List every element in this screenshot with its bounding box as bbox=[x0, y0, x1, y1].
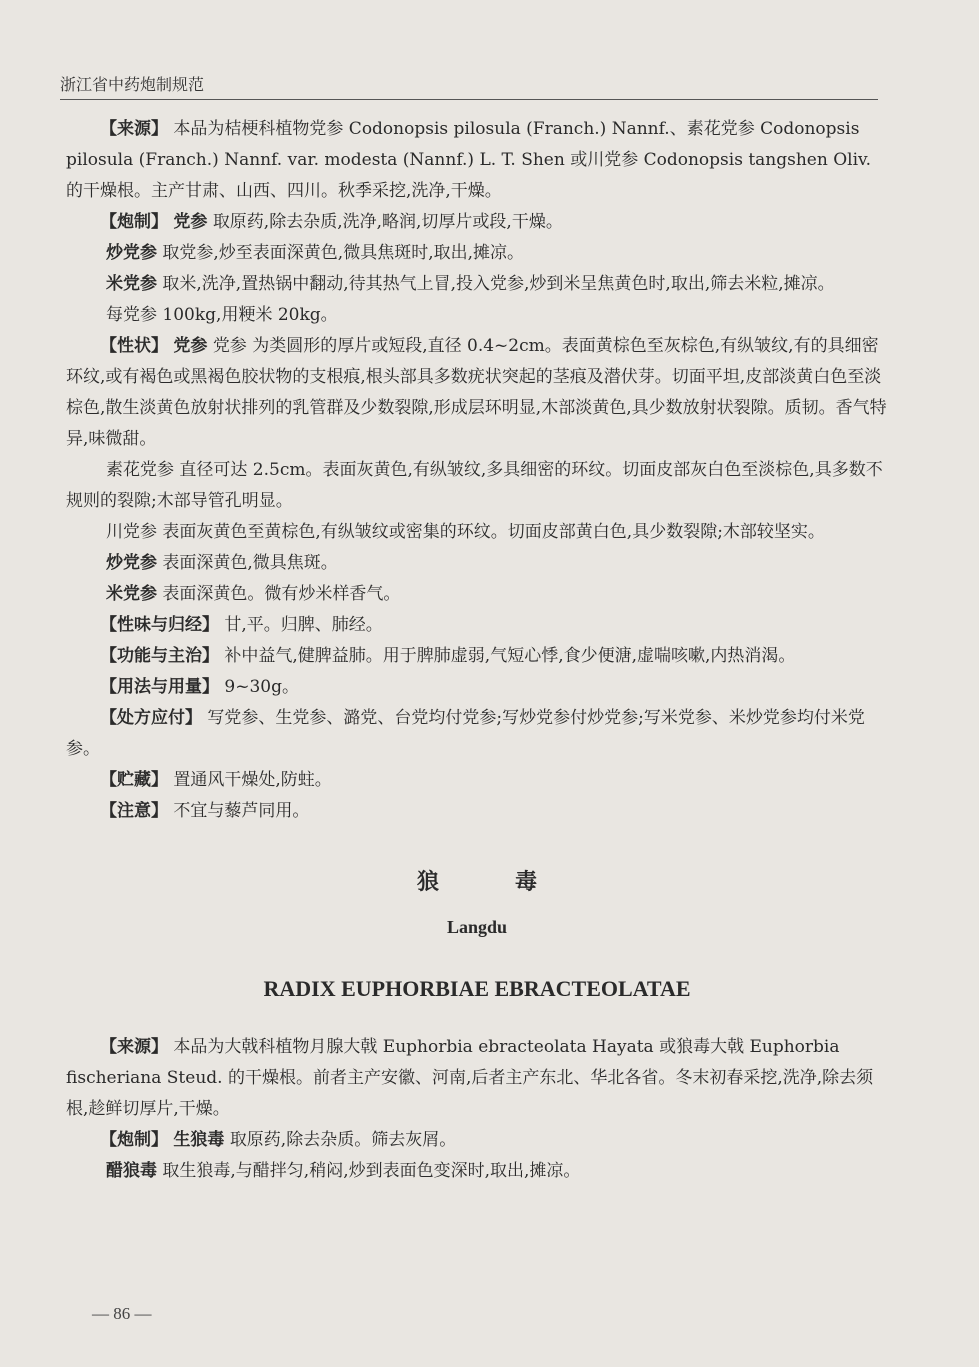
title-char-2: 毒 bbox=[515, 869, 538, 895]
storage bbox=[66, 765, 888, 796]
mi-dangshen-processing bbox=[66, 269, 888, 300]
storage-text: 置通风干燥处,防蛀。 bbox=[173, 770, 332, 790]
cu-text: 取生狼毒,与醋拌匀,稍闷,炒到表面色变深时,取出,摊凉。 bbox=[162, 1161, 581, 1181]
mi-text: 取米,洗净,置热锅中翻动,待其热气上冒,投入党参,炒到米呈焦黄色时,取出,筛去米粒,摊凉。 bbox=[162, 274, 835, 294]
cu-langdu-processing bbox=[66, 1156, 888, 1187]
taste-meridian bbox=[66, 610, 888, 641]
rx-label: 【处方应付】 bbox=[100, 708, 202, 728]
dangshen-characteristics bbox=[66, 331, 888, 455]
source-text: 本品为桔梗科植物党参 Codonopsis pilosula (Franch.) Nannf.、素花党参 Codonopsis pilosula (Franch.) Nannf. var. modesta (Nannf.) L. T. Shen 或川党参 Codonopsis tangshen Oliv. 的干燥根。主产甘肃、山西、四川。秋季采挖,洗净,干燥。 bbox=[66, 119, 872, 201]
sheng-label: 生狼毒 bbox=[173, 1130, 225, 1150]
dangshen-label: 党参 bbox=[173, 212, 208, 232]
char-mi bbox=[66, 579, 888, 610]
char-label: 【性状】 bbox=[100, 336, 168, 356]
suhua-dangshen-text: 素花党参 直径可达 2.5cm。表面灰黄色,有纵皱纹,多具细密的环纹。切面皮部灰白色至淡棕色,具多数不规则的裂隙;木部导管孔明显。 bbox=[66, 460, 883, 511]
processing-label: 【炮制】 bbox=[100, 212, 168, 232]
taste-label: 【性味与归经】 bbox=[100, 615, 219, 635]
chao-label: 炒党参 bbox=[106, 243, 157, 263]
usage-text: 9~30g。 bbox=[224, 677, 299, 697]
prescription bbox=[66, 703, 888, 765]
cu-label: 醋狼毒 bbox=[106, 1161, 157, 1181]
char-chao-label: 炒党参 bbox=[106, 553, 157, 573]
storage-label: 【贮藏】 bbox=[100, 770, 168, 790]
dangshen-text: 取原药,除去杂质,洗净,略润,切厚片或段,干燥。 bbox=[212, 212, 563, 232]
chao-dangshen-processing bbox=[66, 238, 888, 269]
function-label: 【功能与主治】 bbox=[100, 646, 219, 666]
rx-text: 写党参、生党参、潞党、台党均付党参;写炒党参付炒党参;写米党参、米炒党参均付米党参。 bbox=[66, 708, 865, 759]
mi-label: 米党参 bbox=[106, 274, 157, 294]
function-indication bbox=[66, 641, 888, 672]
page-content bbox=[66, 114, 888, 1187]
page-number: — 86 — bbox=[92, 1304, 152, 1323]
char-dangshen-text: 党参 为类圆形的厚片或短段,直径 0.4~2cm。表面黄棕色至灰棕色,有纵皱纹,有的具细密环纹,或有褐色或黑褐色胶状物的支根痕,根头部具多数疣状突起的茎痕及潜伏芽。切面平坦,皮部淡黄白色至淡棕色,散生淡黄色放射状排列的乳管群及少数裂隙,形成层环明显,木部淡黄色,具少数放射状裂隙。质韧。香气特异,味微甜。 bbox=[66, 336, 887, 449]
char-mi-text: 表面深黄色。微有炒米样香气。 bbox=[162, 584, 401, 604]
langdu-source bbox=[66, 1032, 888, 1125]
sheng-text: 取原药,除去杂质。筛去灰屑。 bbox=[229, 1130, 457, 1150]
usage-dosage bbox=[66, 672, 888, 703]
note-text: 不宜与藜芦同用。 bbox=[173, 801, 310, 821]
char-mi-label: 米党参 bbox=[106, 584, 157, 604]
ratio-text: 每党参 100kg,用粳米 20kg。 bbox=[106, 305, 338, 325]
langdu-latin-name: RADIX EUPHORBIAE EBRACTEOLATAE bbox=[263, 976, 691, 1001]
source-label: 【来源】 bbox=[100, 119, 168, 139]
function-text: 补中益气,健脾益肺。用于脾肺虚弱,气短心悸,食少便溏,虚喘咳嗽,内热消渴。 bbox=[224, 646, 796, 666]
taste-text: 甘,平。归脾、肺经。 bbox=[224, 615, 383, 635]
chao-text: 取党参,炒至表面深黄色,微具焦斑时,取出,摊凉。 bbox=[162, 243, 525, 263]
precaution bbox=[66, 796, 888, 827]
langdu-source-text: 本品为大戟科植物月腺大戟 Euphorbia ebracteolata Hayata 或狼毒大戟 Euphorbia fischeriana Steud. 的干燥根。前者主产安徽、河南,后者主产东北、华北各省。冬末初春采挖,洗净,除去须根,趁鲜切厚片,干燥。 bbox=[66, 1037, 874, 1119]
langdu-pinyin: Langdu bbox=[446, 917, 508, 937]
langdu-source-label: 【来源】 bbox=[100, 1037, 168, 1057]
chuan-dangshen-text: 川党参 表面灰黄色至黄棕色,有纵皱纹或密集的环纹。切面皮部黄白色,具少数裂隙;木部较坚实。 bbox=[106, 522, 825, 542]
langdu-title bbox=[66, 867, 888, 898]
char-chao bbox=[66, 548, 888, 579]
char-dangshen-label: 党参 bbox=[173, 336, 208, 356]
langdu-processing-label: 【炮制】 bbox=[100, 1130, 168, 1150]
running-header: 浙江省中药炮制规范 bbox=[60, 75, 205, 94]
langdu-processing bbox=[66, 1125, 888, 1156]
dangshen-processing bbox=[66, 207, 888, 238]
note-label: 【注意】 bbox=[100, 801, 168, 821]
dangshen-source bbox=[66, 114, 888, 207]
usage-label: 【用法与用量】 bbox=[100, 677, 219, 697]
header-rule bbox=[60, 99, 878, 100]
title-char-1: 狼 bbox=[416, 869, 439, 895]
char-chao-text: 表面深黄色,微具焦斑。 bbox=[162, 553, 338, 573]
